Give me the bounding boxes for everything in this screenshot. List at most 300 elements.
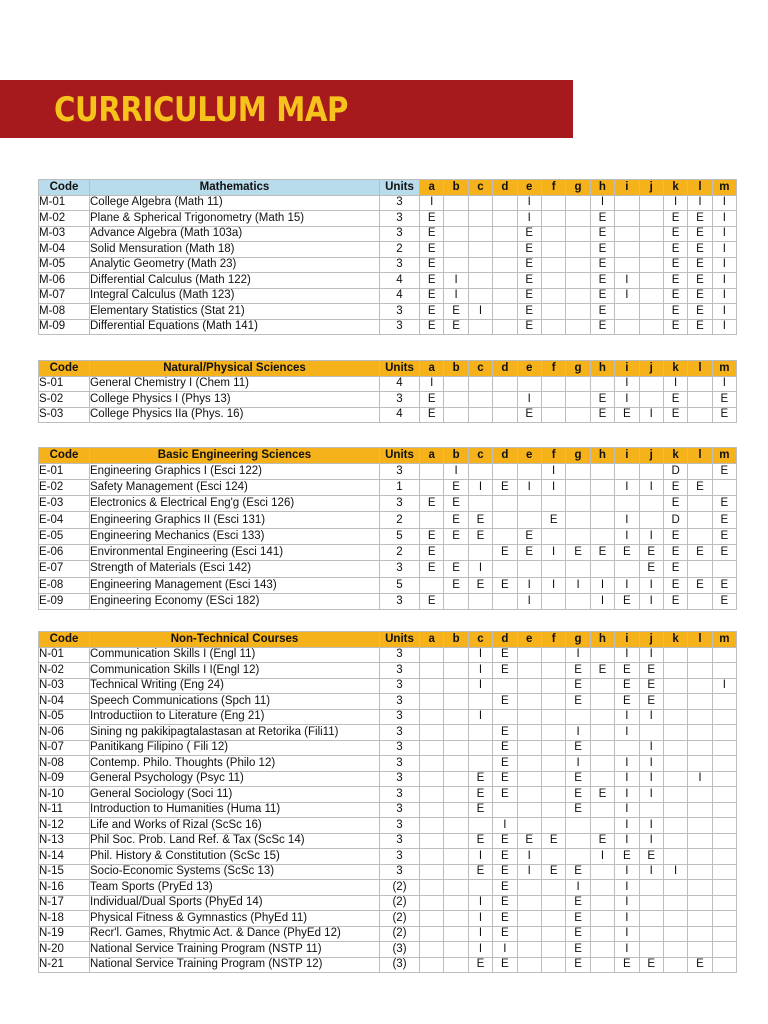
outcome-mark: D xyxy=(663,512,687,528)
column-header-units: Units xyxy=(380,448,420,464)
outcome-mark xyxy=(517,561,541,577)
outcome-mark: I xyxy=(590,849,614,865)
outcome-mark xyxy=(688,833,712,849)
outcome-mark xyxy=(590,479,614,495)
outcome-mark: E xyxy=(688,319,712,335)
table-row xyxy=(39,319,737,335)
outcome-mark: E xyxy=(517,273,541,289)
outcome-mark: I xyxy=(420,376,444,392)
column-header-outcome: e xyxy=(517,361,541,377)
outcome-mark xyxy=(639,926,663,942)
course-code: N-14 xyxy=(39,849,90,865)
outcome-mark xyxy=(541,273,565,289)
column-header-title: Basic Engineering Sciences xyxy=(90,448,380,464)
outcome-mark: E xyxy=(663,544,687,560)
outcome-mark xyxy=(541,257,565,273)
outcome-mark: I xyxy=(615,577,639,593)
outcome-mark: I xyxy=(517,195,541,211)
outcome-mark xyxy=(712,694,736,710)
course-code: N-10 xyxy=(39,787,90,803)
outcome-mark xyxy=(688,392,712,408)
outcome-mark xyxy=(444,226,468,242)
course-code: N-01 xyxy=(39,647,90,663)
outcome-mark xyxy=(639,895,663,911)
outcome-mark xyxy=(639,880,663,896)
outcome-mark xyxy=(566,833,590,849)
outcome-mark xyxy=(541,663,565,679)
outcome-mark xyxy=(712,725,736,741)
outcome-mark xyxy=(663,957,687,973)
outcome-mark: I xyxy=(639,818,663,834)
outcome-mark xyxy=(566,512,590,528)
outcome-mark: E xyxy=(493,647,517,663)
outcome-mark: E xyxy=(663,479,687,495)
outcome-mark xyxy=(712,880,736,896)
outcome-mark: E xyxy=(420,561,444,577)
outcome-mark xyxy=(444,257,468,273)
outcome-mark: I xyxy=(615,895,639,911)
course-units: (2) xyxy=(380,911,420,927)
outcome-mark: E xyxy=(420,242,444,258)
column-header-outcome: m xyxy=(712,180,736,196)
outcome-mark xyxy=(639,319,663,335)
column-header-outcome: j xyxy=(639,180,663,196)
outcome-mark xyxy=(566,273,590,289)
table-row xyxy=(39,195,737,211)
outcome-mark: I xyxy=(420,195,444,211)
outcome-mark: E xyxy=(663,561,687,577)
outcome-mark xyxy=(541,195,565,211)
outcome-mark xyxy=(639,376,663,392)
outcome-mark xyxy=(566,709,590,725)
outcome-mark: I xyxy=(468,849,492,865)
course-units: 3 xyxy=(380,849,420,865)
column-header-outcome: l xyxy=(688,361,712,377)
course-units: 3 xyxy=(380,304,420,320)
outcome-mark xyxy=(566,319,590,335)
column-header-outcome: m xyxy=(712,361,736,377)
outcome-mark xyxy=(493,561,517,577)
outcome-mark: I xyxy=(541,463,565,479)
outcome-mark: E xyxy=(566,926,590,942)
column-header-outcome: l xyxy=(688,448,712,464)
outcome-mark: E xyxy=(420,304,444,320)
outcome-mark xyxy=(444,678,468,694)
outcome-mark: E xyxy=(615,678,639,694)
outcome-mark: I xyxy=(615,273,639,289)
outcome-mark xyxy=(493,463,517,479)
outcome-mark: E xyxy=(468,512,492,528)
course-code: N-13 xyxy=(39,833,90,849)
outcome-mark: E xyxy=(444,528,468,544)
outcome-mark: I xyxy=(468,678,492,694)
course-units: 3 xyxy=(380,725,420,741)
outcome-mark xyxy=(517,802,541,818)
course-code: M-01 xyxy=(39,195,90,211)
outcome-mark xyxy=(712,849,736,865)
course-units: 3 xyxy=(380,496,420,512)
outcome-mark: I xyxy=(468,663,492,679)
outcome-mark xyxy=(541,709,565,725)
outcome-mark: E xyxy=(712,528,736,544)
basic-engineering-sciences-table xyxy=(38,447,737,610)
outcome-mark xyxy=(493,211,517,227)
column-header-outcome: g xyxy=(566,361,590,377)
outcome-mark xyxy=(420,647,444,663)
table-row xyxy=(39,593,737,609)
outcome-mark xyxy=(663,740,687,756)
column-header-code: Code xyxy=(39,448,90,464)
outcome-mark: E xyxy=(639,957,663,973)
course-code: S-01 xyxy=(39,376,90,392)
outcome-mark xyxy=(541,319,565,335)
outcome-mark: E xyxy=(688,226,712,242)
outcome-mark: I xyxy=(712,288,736,304)
course-units: 3 xyxy=(380,463,420,479)
outcome-mark: E xyxy=(444,319,468,335)
column-header-code: Code xyxy=(39,361,90,377)
course-title: Communication Skills I I(Engl 12) xyxy=(90,663,380,679)
outcome-mark xyxy=(615,242,639,258)
outcome-mark xyxy=(541,528,565,544)
outcome-mark xyxy=(444,942,468,958)
outcome-mark xyxy=(468,226,492,242)
outcome-mark xyxy=(688,496,712,512)
outcome-mark: E xyxy=(468,771,492,787)
outcome-mark: I xyxy=(566,577,590,593)
outcome-mark xyxy=(420,479,444,495)
outcome-mark: E xyxy=(663,211,687,227)
course-units: (3) xyxy=(380,942,420,958)
outcome-mark: I xyxy=(615,376,639,392)
outcome-mark xyxy=(493,242,517,258)
course-title: Elementary Statistics (Stat 21) xyxy=(90,304,380,320)
outcome-mark: E xyxy=(566,771,590,787)
course-title: General Psychology (Psyc 11) xyxy=(90,771,380,787)
outcome-mark xyxy=(468,195,492,211)
outcome-mark xyxy=(590,496,614,512)
course-title: Plane & Spherical Trigonometry (Math 15) xyxy=(90,211,380,227)
outcome-mark: E xyxy=(639,663,663,679)
outcome-mark xyxy=(420,926,444,942)
outcome-mark: E xyxy=(615,694,639,710)
outcome-mark: E xyxy=(444,577,468,593)
outcome-mark xyxy=(663,771,687,787)
outcome-mark xyxy=(468,273,492,289)
outcome-mark: I xyxy=(468,647,492,663)
outcome-mark: E xyxy=(615,407,639,423)
outcome-mark: I xyxy=(468,304,492,320)
outcome-mark xyxy=(590,864,614,880)
outcome-mark xyxy=(541,211,565,227)
outcome-mark: E xyxy=(468,787,492,803)
outcome-mark: E xyxy=(517,407,541,423)
course-units: 3 xyxy=(380,257,420,273)
outcome-mark xyxy=(444,926,468,942)
outcome-mark xyxy=(639,242,663,258)
outcome-mark: E xyxy=(590,304,614,320)
outcome-mark: I xyxy=(615,880,639,896)
column-header-outcome: c xyxy=(468,180,492,196)
outcome-mark xyxy=(590,725,614,741)
outcome-mark xyxy=(639,496,663,512)
outcome-mark: E xyxy=(688,957,712,973)
outcome-mark xyxy=(468,880,492,896)
course-code: M-04 xyxy=(39,242,90,258)
column-header-outcome: m xyxy=(712,448,736,464)
outcome-mark xyxy=(566,849,590,865)
course-title: General Chemistry I (Chem 11) xyxy=(90,376,380,392)
outcome-mark: I xyxy=(639,740,663,756)
outcome-mark: E xyxy=(493,740,517,756)
column-header-outcome: d xyxy=(493,361,517,377)
outcome-mark xyxy=(468,392,492,408)
outcome-mark xyxy=(444,818,468,834)
table-row xyxy=(39,407,737,423)
outcome-mark: E xyxy=(688,479,712,495)
outcome-mark xyxy=(420,957,444,973)
column-header-outcome: h xyxy=(590,632,614,648)
outcome-mark xyxy=(566,195,590,211)
outcome-mark xyxy=(590,911,614,927)
outcome-mark: E xyxy=(663,257,687,273)
outcome-mark xyxy=(663,678,687,694)
course-code: N-17 xyxy=(39,895,90,911)
outcome-mark xyxy=(444,211,468,227)
outcome-mark: E xyxy=(688,304,712,320)
course-units: 3 xyxy=(380,195,420,211)
column-header-code: Code xyxy=(39,180,90,196)
outcome-mark xyxy=(420,864,444,880)
outcome-mark xyxy=(420,911,444,927)
outcome-mark: E xyxy=(566,663,590,679)
outcome-mark: E xyxy=(420,257,444,273)
outcome-mark: E xyxy=(517,319,541,335)
course-title: Individual/Dual Sports (PhyEd 14) xyxy=(90,895,380,911)
outcome-mark xyxy=(517,463,541,479)
table-row xyxy=(39,463,737,479)
outcome-mark: E xyxy=(590,319,614,335)
outcome-mark xyxy=(468,242,492,258)
outcome-mark: E xyxy=(615,663,639,679)
outcome-mark xyxy=(688,942,712,958)
outcome-mark xyxy=(420,771,444,787)
course-units: 2 xyxy=(380,512,420,528)
outcome-mark xyxy=(444,957,468,973)
column-header-outcome: i xyxy=(615,632,639,648)
outcome-mark: E xyxy=(468,802,492,818)
column-header-outcome: c xyxy=(468,361,492,377)
outcome-mark xyxy=(663,647,687,663)
course-code: N-12 xyxy=(39,818,90,834)
outcome-mark xyxy=(541,849,565,865)
outcome-mark: E xyxy=(420,273,444,289)
outcome-mark xyxy=(517,709,541,725)
column-header-outcome: h xyxy=(590,180,614,196)
course-code: N-03 xyxy=(39,678,90,694)
outcome-mark: I xyxy=(590,577,614,593)
outcome-mark: I xyxy=(639,407,663,423)
outcome-mark: E xyxy=(493,694,517,710)
outcome-mark xyxy=(444,740,468,756)
outcome-mark: I xyxy=(468,911,492,927)
outcome-mark xyxy=(541,740,565,756)
course-title: General Sociology (Soci 11) xyxy=(90,787,380,803)
outcome-mark: E xyxy=(712,544,736,560)
outcome-mark: E xyxy=(444,561,468,577)
course-title: Speech Communications (Spch 11) xyxy=(90,694,380,710)
outcome-mark xyxy=(468,288,492,304)
table-row xyxy=(39,242,737,258)
outcome-mark xyxy=(639,942,663,958)
outcome-mark: E xyxy=(688,211,712,227)
outcome-mark xyxy=(688,512,712,528)
outcome-mark xyxy=(517,740,541,756)
outcome-mark: E xyxy=(541,833,565,849)
outcome-mark: E xyxy=(517,528,541,544)
column-header-outcome: j xyxy=(639,632,663,648)
outcome-mark xyxy=(468,756,492,772)
outcome-mark xyxy=(590,647,614,663)
outcome-mark xyxy=(420,463,444,479)
outcome-mark xyxy=(639,273,663,289)
outcome-mark: E xyxy=(493,864,517,880)
outcome-mark xyxy=(468,319,492,335)
course-units: (2) xyxy=(380,895,420,911)
column-header-units: Units xyxy=(380,632,420,648)
mathematics-table xyxy=(38,179,737,335)
outcome-mark: I xyxy=(468,926,492,942)
outcome-mark xyxy=(712,740,736,756)
outcome-mark xyxy=(639,463,663,479)
outcome-mark xyxy=(541,926,565,942)
outcome-mark xyxy=(493,195,517,211)
outcome-mark: E xyxy=(688,544,712,560)
outcome-mark: E xyxy=(590,407,614,423)
column-header-outcome: k xyxy=(663,632,687,648)
outcome-mark xyxy=(566,257,590,273)
course-units: 3 xyxy=(380,392,420,408)
outcome-mark xyxy=(493,376,517,392)
outcome-mark: I xyxy=(444,273,468,289)
course-title: Engineering Economy (ESci 182) xyxy=(90,593,380,609)
course-title: National Service Training Program (NSTP 11) xyxy=(90,942,380,958)
outcome-mark xyxy=(517,512,541,528)
outcome-mark xyxy=(590,895,614,911)
course-title: Safety Management (Esci 124) xyxy=(90,479,380,495)
outcome-mark: E xyxy=(517,544,541,560)
table-row xyxy=(39,288,737,304)
course-code: E-01 xyxy=(39,463,90,479)
outcome-mark: E xyxy=(639,561,663,577)
outcome-mark: I xyxy=(615,709,639,725)
outcome-mark xyxy=(517,756,541,772)
outcome-mark xyxy=(663,818,687,834)
outcome-mark: E xyxy=(566,895,590,911)
table-row xyxy=(39,647,737,663)
outcome-mark: I xyxy=(615,647,639,663)
table-row xyxy=(39,273,737,289)
outcome-mark: E xyxy=(590,787,614,803)
outcome-mark xyxy=(712,647,736,663)
course-title: Life and Works of Rizal (ScSc 16) xyxy=(90,818,380,834)
course-code: N-21 xyxy=(39,957,90,973)
course-units: 3 xyxy=(380,561,420,577)
outcome-mark: E xyxy=(590,288,614,304)
outcome-mark: I xyxy=(493,942,517,958)
outcome-mark xyxy=(688,880,712,896)
course-title: Team Sports (PryEd 13) xyxy=(90,880,380,896)
outcome-mark xyxy=(493,257,517,273)
outcome-mark xyxy=(590,709,614,725)
outcome-mark: I xyxy=(590,195,614,211)
outcome-mark xyxy=(444,709,468,725)
outcome-mark: I xyxy=(615,818,639,834)
outcome-mark xyxy=(663,787,687,803)
outcome-mark xyxy=(493,709,517,725)
course-units: 3 xyxy=(380,740,420,756)
course-title: College Physics I (Phys 13) xyxy=(90,392,380,408)
outcome-mark: E xyxy=(517,242,541,258)
outcome-mark: E xyxy=(517,288,541,304)
course-units: 3 xyxy=(380,787,420,803)
course-units: 4 xyxy=(380,407,420,423)
outcome-mark xyxy=(493,802,517,818)
outcome-mark: E xyxy=(420,211,444,227)
column-header-outcome: b xyxy=(444,180,468,196)
outcome-mark: I xyxy=(712,678,736,694)
outcome-mark: I xyxy=(541,577,565,593)
table-row xyxy=(39,725,737,741)
course-units: 3 xyxy=(380,864,420,880)
course-title: Solid Mensuration (Math 18) xyxy=(90,242,380,258)
course-title: Strength of Materials (Esci 142) xyxy=(90,561,380,577)
course-code: N-04 xyxy=(39,694,90,710)
course-units: 3 xyxy=(380,678,420,694)
column-header-outcome: g xyxy=(566,180,590,196)
outcome-mark: E xyxy=(517,304,541,320)
outcome-mark: E xyxy=(712,407,736,423)
outcome-mark xyxy=(639,512,663,528)
outcome-mark xyxy=(712,957,736,973)
outcome-mark: E xyxy=(663,226,687,242)
outcome-mark xyxy=(541,407,565,423)
table-row xyxy=(39,257,737,273)
outcome-mark xyxy=(517,725,541,741)
outcome-mark: I xyxy=(468,709,492,725)
outcome-mark xyxy=(541,496,565,512)
course-code: N-16 xyxy=(39,880,90,896)
outcome-mark xyxy=(541,756,565,772)
outcome-mark: E xyxy=(444,479,468,495)
outcome-mark xyxy=(444,911,468,927)
course-code: N-15 xyxy=(39,864,90,880)
outcome-mark: I xyxy=(639,833,663,849)
course-title: Differential Calculus (Math 122) xyxy=(90,273,380,289)
outcome-mark xyxy=(590,771,614,787)
course-code: N-06 xyxy=(39,725,90,741)
outcome-mark xyxy=(468,740,492,756)
outcome-mark: I xyxy=(541,479,565,495)
outcome-mark xyxy=(688,756,712,772)
outcome-mark xyxy=(493,392,517,408)
outcome-mark: E xyxy=(590,242,614,258)
outcome-mark: I xyxy=(615,479,639,495)
outcome-mark xyxy=(444,880,468,896)
outcome-mark xyxy=(468,211,492,227)
course-code: E-06 xyxy=(39,544,90,560)
course-code: N-19 xyxy=(39,926,90,942)
